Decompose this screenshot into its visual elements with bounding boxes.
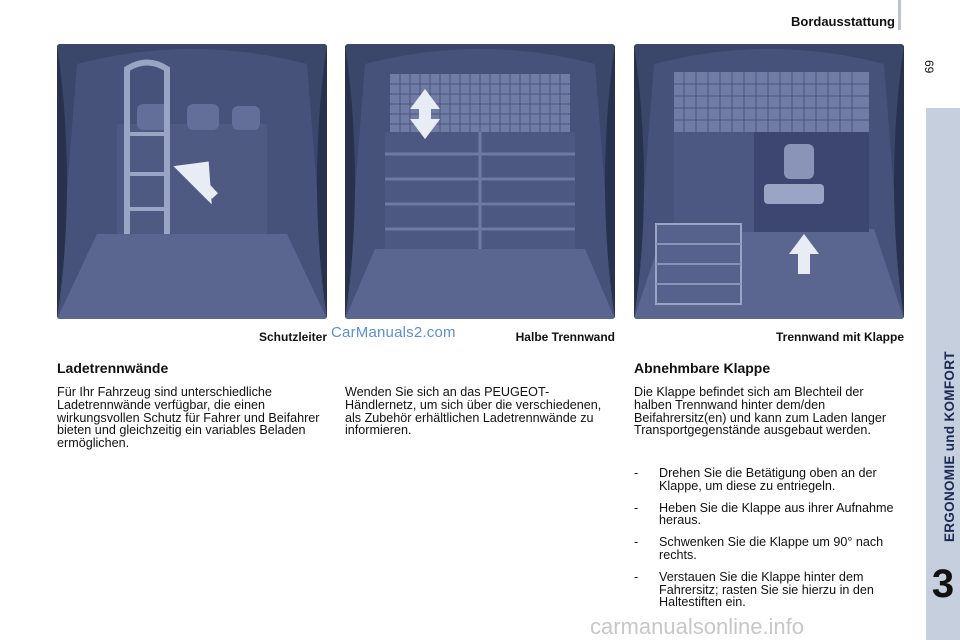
list-item [634, 536, 909, 562]
list-item [634, 571, 909, 609]
caption-schutzleiter: Schutzleiter [258, 330, 327, 344]
photo-schutzleiter [57, 44, 327, 319]
heading-abnehmbare-klappe: Abnehmbare Klappe [634, 360, 771, 376]
step-text: Heben Sie die Klappe aus ihrer Aufnahme heraus. [659, 500, 894, 528]
paragraph-haendlernetz: Wenden Sie sich an das PEUGEOT-Händlernetz, um sich über die verschiedenen, als Zubehör erhältlichen Ladetrennwände zu informieren. [345, 385, 602, 438]
page-number: 69 [922, 60, 936, 74]
footer-watermark: carmanualsonline.info [590, 614, 805, 639]
paragraph-klappe-intro: Die Klappe befindet sich am Blechteil der halben Trennwand hinter dem/den Beifahrersitz(en) und kann zum Laden langer Transportgegenstände ausgebaut werden. [634, 385, 887, 438]
paragraph-ladetrennwaende: Für Ihr Fahrzeug sind unterschiedliche Ladetrennwände verfügbar, die einen wirkungsvollen Schutz für Fahrer und Beifahrer bieten und gleichzeitig ein variables Beladen ermöglichen. [57, 385, 320, 451]
step-text: Drehen Sie die Betätigung oben an der Klappe, um diese zu entriegeln. [659, 466, 877, 493]
photo-trennwand-mit-klappe [634, 44, 904, 319]
list-item [634, 502, 909, 528]
list-item [634, 467, 909, 493]
step-text: Verstauen Sie die Klappe hinter dem Fahrersitz; rasten Sie sie hierzu in den Haltestiften ein. [659, 569, 874, 610]
watermark-logo: CarManuals2.com [331, 324, 456, 341]
heading-ladetrennwaende: Ladetrennwände [57, 360, 169, 376]
header-rule [898, 0, 901, 30]
list-dash: - [634, 500, 639, 515]
list-dash: - [634, 535, 639, 550]
photo-halbe-trennwand [345, 44, 615, 319]
running-header: Bordausstattung [791, 14, 895, 29]
step-text: Schwenken Sie die Klappe um 90° nach rechts. [659, 535, 884, 562]
caption-trennwand-mit-klappe: Trennwand mit Klappe [775, 330, 904, 344]
chapter-title: ERGONOMIE und KOMFORT [942, 351, 957, 542]
list-dash: - [634, 466, 639, 480]
caption-halbe-trennwand: Halbe Trennwand [515, 330, 615, 344]
steps-list [634, 467, 909, 618]
chapter-number: 3 [931, 562, 955, 606]
list-dash: - [634, 569, 639, 584]
